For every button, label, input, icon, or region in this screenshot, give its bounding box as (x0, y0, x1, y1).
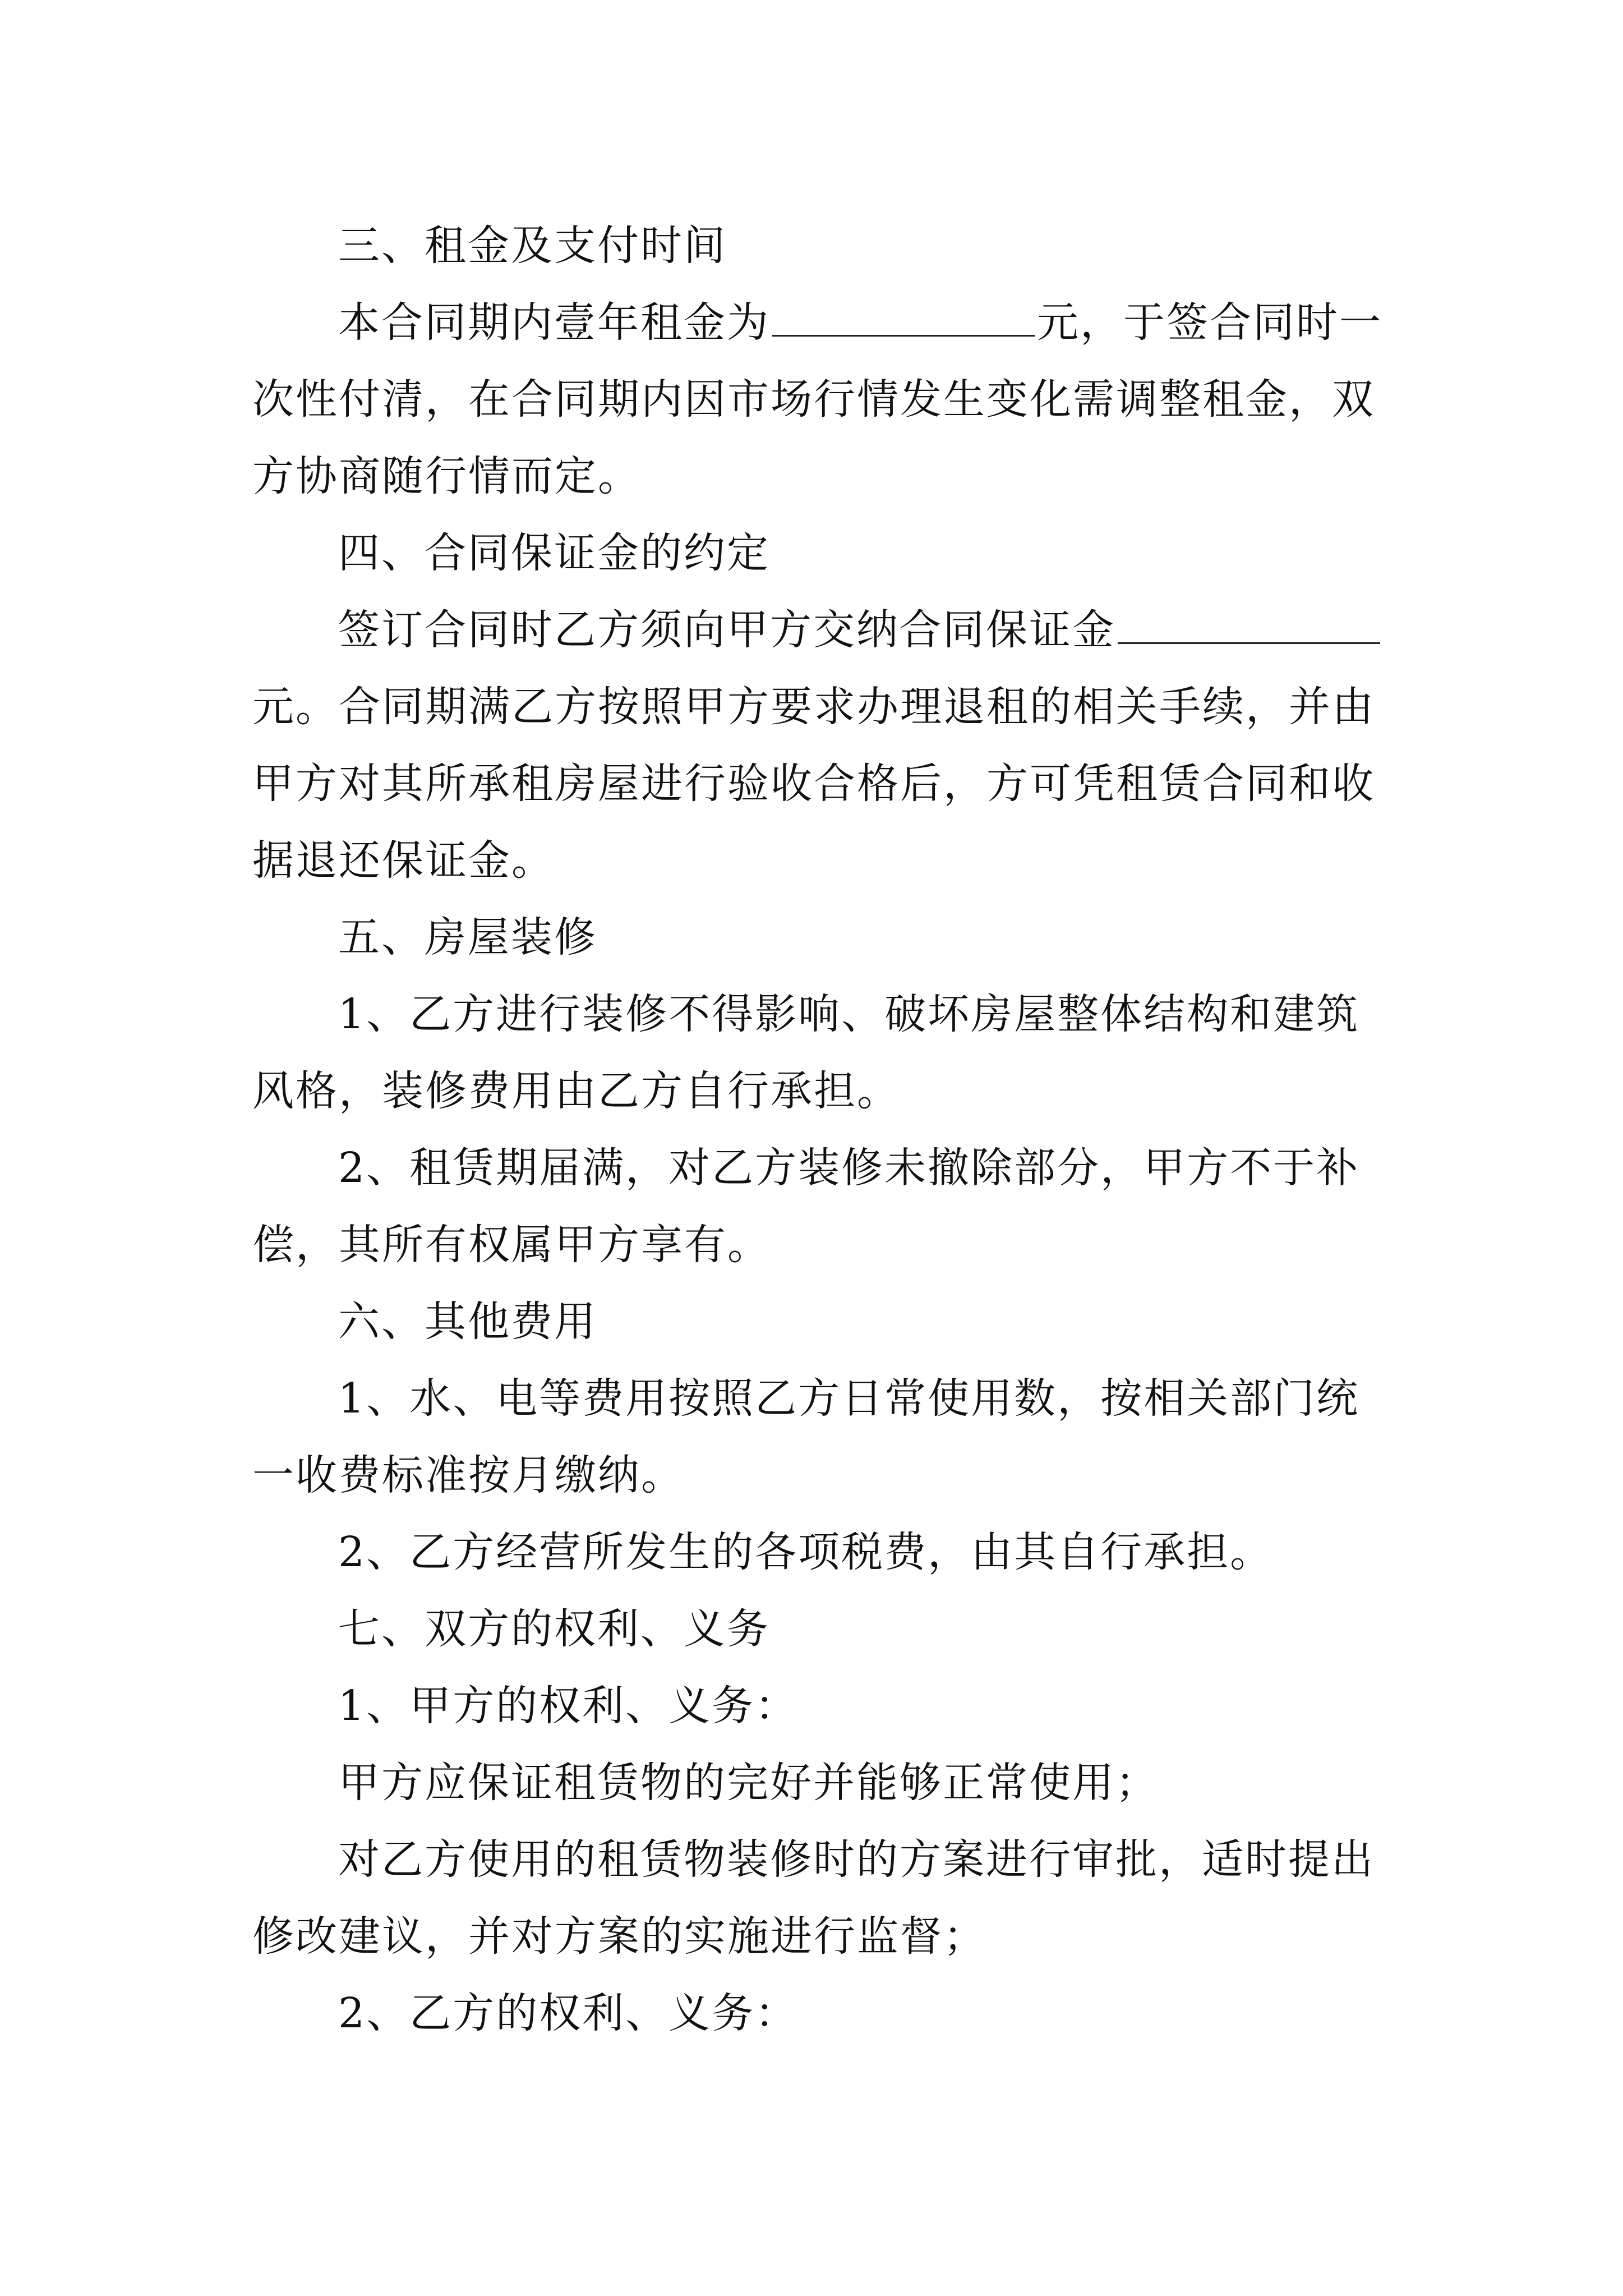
renovation-item-1-line-1: 1、乙方进行装修不得影响、破坏房屋整体结构和建筑 (338, 990, 1360, 1038)
deposit-paragraph-line-2: 元。合同期满乙方按照甲方要求办理退租的相关手续，并由 (252, 683, 1375, 731)
party-a-duty-2-line-1: 对乙方使用的租赁物装修时的方案进行审批，适时提出 (338, 1835, 1375, 1884)
document-page (252, 208, 1385, 2052)
rent-paragraph-line-1 (252, 284, 1385, 361)
fees-item-1-line-2: 一收费标准按月缴纳。 (252, 1451, 684, 1499)
fees-item-2-line-1: 2、乙方经营所发生的各项税费，由其自行承担。 (338, 1528, 1274, 1576)
rent-paragraph-line-3: 方协商随行情而定。 (252, 452, 641, 500)
party-b-rights-title: 2、乙方的权利、义务： (338, 1989, 799, 2037)
party-a-duty-1: 甲方应保证租赁物的完好并能够正常使用； (338, 1759, 1159, 1807)
section-heading-deposit: 四、合同保证金的约定 (338, 529, 770, 577)
deposit-text-before-blank: 签订合同时乙方须向甲方交纳合同保证金 (338, 606, 1115, 654)
renovation-item-1-line-2: 风格，装修费用由乙方自行承担。 (252, 1067, 900, 1115)
deposit-paragraph-line-4: 据退还保证金。 (252, 836, 555, 885)
fees-item-1-line-1: 1、水、电等费用按照乙方日常使用数，按相关部门统 (338, 1374, 1360, 1423)
rent-amount-blank (772, 298, 1035, 337)
deposit-paragraph-line-1 (252, 592, 1385, 669)
section-heading-renovation: 五、房屋装修 (338, 913, 597, 961)
section-heading-rights: 七、双方的权利、义务 (338, 1605, 770, 1653)
deposit-amount-blank (1118, 605, 1380, 644)
deposit-paragraph-line-3: 甲方对其所承租房屋进行验收合格后，方可凭租赁合同和收 (252, 760, 1375, 808)
rent-text-before-blank: 本合同期内壹年租金为 (338, 298, 770, 347)
renovation-item-2-line-2: 偿，其所有权属甲方享有。 (252, 1221, 771, 1269)
party-a-rights-title: 1、甲方的权利、义务： (338, 1682, 799, 1730)
party-a-duty-2-line-2: 修改建议，并对方案的实施进行监督； (252, 1912, 986, 1961)
renovation-item-2-line-1: 2、租赁期届满，对乙方装修未撤除部分，甲方不于补 (338, 1144, 1360, 1192)
section-heading-rent: 三、租金及支付时间 (338, 222, 727, 270)
rent-text-after-blank: 元，于签合同时一 (1037, 298, 1382, 347)
rent-paragraph-line-2: 次性付清，在合同期内因市场行情发生变化需调整租金，双 (252, 375, 1375, 424)
section-heading-fees: 六、其他费用 (338, 1297, 597, 1346)
